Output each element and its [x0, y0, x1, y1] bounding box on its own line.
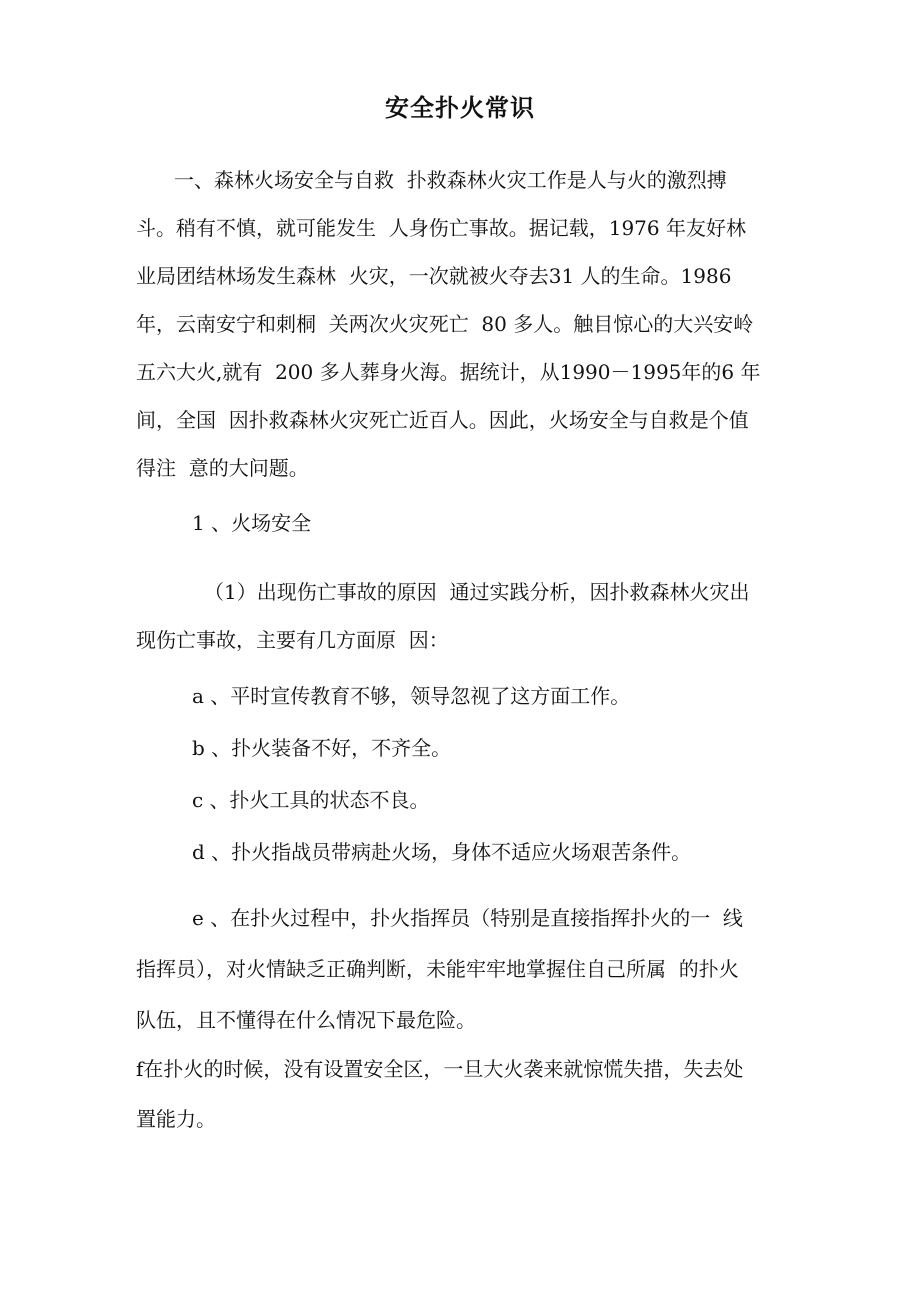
item-f-line: f在扑火的时候，没有设置安全区，一旦大火袭来就惊慌失措，失去处 — [136, 1057, 744, 1081]
intro-line: 得注 意的大问题。 — [136, 456, 309, 480]
list-item: b 、扑火装备不好，不齐全。 — [192, 736, 452, 760]
section-heading: 1 、火场安全 — [192, 511, 312, 535]
list-item: a 、平时宣传教育不够，领导忽视了这方面工作。 — [192, 684, 631, 708]
item-e-line: 队伍，且不懂得在什么情况下最危险。 — [136, 1008, 476, 1032]
section-heading-block — [136, 499, 800, 547]
item-e-line: e 、在扑火过程中，扑火指挥员（特别是直接指挥扑火的一 线 — [192, 906, 743, 930]
item-f-paragraph — [136, 1044, 800, 1144]
item-e-line: 指挥员），对火情缺乏正确判断，未能牢牢地掌握住自己所属 的扑火 — [136, 957, 739, 981]
list-item: d 、扑火指战员带病赴火场，身体不适应火场艰苦条件。 — [192, 840, 692, 864]
subsection-paragraph — [136, 568, 800, 664]
intro-line: 斗。稍有不慎，就可能发生 人身伤亡事故。据记载，1976 年友好林 — [136, 216, 746, 240]
intro-line: 业局团结林场发生森林 火灾，一次就被火夺去31 人的生命。1986 — [136, 264, 732, 288]
intro-line: 五六大火,就有 200 多人葬身火海。据统计，从1990－1995年的6 年 — [136, 360, 761, 384]
intro-line: 年，云南安宁和刺桐 关两次火灾死亡 80 多人。触目惊心的大兴安岭 — [136, 312, 754, 336]
subsection-line: （1）出现伤亡事故的原因 通过实践分析，因扑救森林火灾出 — [204, 580, 750, 604]
intro-line: 间，全国 因扑救森林火灾死亡近百人。因此，火场安全与自救是个值 — [136, 408, 749, 432]
item-e-paragraph — [136, 893, 800, 1046]
item-list — [136, 670, 800, 878]
list-item: c 、扑火工具的状态不良。 — [192, 788, 430, 812]
document-title: 安全扑火常识 — [385, 94, 535, 122]
intro-line: 一、森林火场安全与自救 扑救森林火灾工作是人与火的激烈搏 — [174, 168, 727, 192]
subsection-line: 现伤亡事故，主要有几方面原 因： — [136, 628, 449, 652]
intro-paragraph — [136, 156, 800, 492]
item-f-line: 置能力。 — [136, 1107, 216, 1131]
